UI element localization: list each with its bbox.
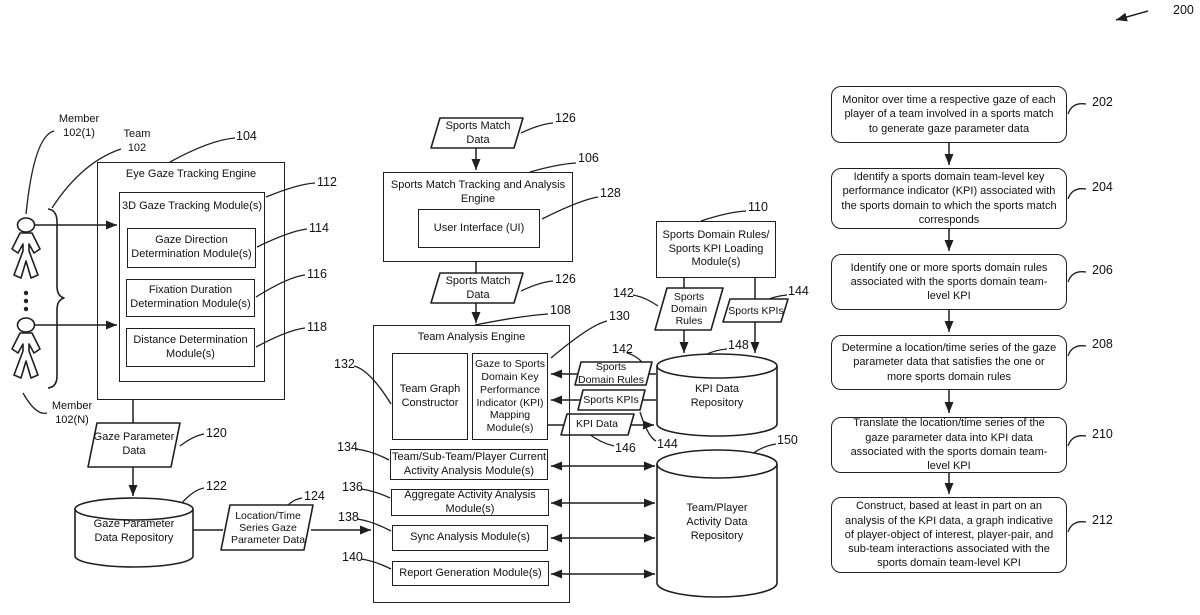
module-3d-title: 3D Gaze Tracking Module(s): [122, 200, 262, 213]
ref-label-146: 146: [615, 441, 636, 455]
loc-time-label: Location/Time Series Gaze Parameter Data: [230, 509, 306, 547]
step-210: Translate the location/time series of the gaze parameter data into KPI data associated with the sports domain team-level KPI: [831, 417, 1067, 473]
team-brace: [48, 209, 64, 388]
activity-repo-label: Team/Player Activity Data Repository: [686, 502, 748, 542]
ref-label-144-top: 144: [788, 284, 809, 298]
ref-label-212: 212: [1092, 513, 1113, 527]
ref-label-132: 132: [334, 357, 355, 371]
ref-label-128: 128: [600, 186, 621, 200]
ref-label-108: 108: [550, 303, 571, 317]
member-top-label: Member 102(1): [58, 113, 100, 139]
member-bottom-label: Member 102(N): [51, 400, 93, 426]
ref-label-140: 140: [342, 550, 363, 564]
ref-label-202: 202: [1092, 95, 1113, 109]
ref-label-118: 118: [307, 320, 327, 334]
rules-mid-label: Sports Domain Rules: [578, 361, 644, 386]
ref-label-122: 122: [206, 479, 227, 493]
kpis-top-label: Sports KPIs: [728, 304, 784, 317]
kpis-mid-label: Sports KPIs: [583, 393, 639, 406]
ref-label-134: 134: [337, 440, 358, 454]
step-212: Construct, based at least in part on an analysis of the KPI data, a graph indicative of player-object of interest, player-pair, and sub-team interactions associated with the sports domain team-level KPI: [831, 497, 1067, 573]
kpi-mapping-label: Gaze to Sports Domain Key Performance Indicator (KPI) Mapping Module(s): [474, 358, 546, 435]
ref-label-144-mid: 144: [657, 437, 678, 451]
team-graph-constructor-label: Team Graph Constructor: [399, 382, 461, 409]
ref-label-204: 204: [1092, 180, 1113, 194]
sports-match-data-top-label: Sports Match Data: [445, 119, 511, 146]
step-206: Identify one or more sports domain rules associated with the sports domain team-level KPI: [831, 254, 1067, 310]
fixation-duration-label: Fixation Duration Determination Module(s): [130, 284, 251, 310]
ref-label-120: 120: [206, 426, 227, 440]
sync-analysis-label: Sync Analysis Module(s): [410, 531, 530, 544]
player-icon-bottom: [12, 318, 40, 378]
player-icon-top: [12, 218, 40, 278]
ref-label-106: 106: [578, 151, 599, 165]
ref-label-210: 210: [1092, 427, 1113, 441]
team-label: Team 102: [123, 128, 151, 154]
rules-top-label: Sports Domain Rules: [670, 290, 708, 328]
ref-label-150: 150: [777, 433, 798, 447]
ref-label-124: 124: [304, 489, 325, 503]
ref-label-142-top: 142: [613, 286, 634, 300]
ref-label-206: 206: [1092, 263, 1113, 277]
ref-label-136: 136: [342, 480, 363, 494]
ref-label-148: 148: [728, 338, 749, 352]
ref-label-142-mid: 142: [612, 342, 633, 356]
ref-label-112: 112: [317, 175, 337, 189]
step-202: Monitor over time a respective gaze of each player of a team involved in a sports match to generate gaze parameter data: [831, 86, 1067, 143]
ref-label-126-mid: 126: [555, 272, 576, 286]
gaze-direction-label: Gaze Direction Determination Module(s): [131, 234, 252, 260]
report-generation-label: Report Generation Module(s): [399, 566, 542, 579]
ellipsis-dots: [24, 291, 28, 311]
ref-label-208: 208: [1092, 337, 1113, 351]
team-engine-title: Team Analysis Engine: [417, 331, 526, 344]
gaze-parameter-data-label: Gaze Parameter Data: [93, 431, 175, 457]
ref-label-104: 104: [236, 129, 257, 143]
match-engine-title: Sports Match Tracking and Analysis Engine: [390, 178, 566, 205]
ref-label-126-top: 126: [555, 111, 576, 125]
step-208: Determine a location/time series of the gaze parameter data that satisfies the one or more sports domain rules: [831, 335, 1067, 390]
ref-label-130: 130: [609, 309, 630, 323]
ref-label-116: 116: [307, 267, 327, 281]
ref-label-138: 138: [338, 510, 359, 524]
step-204: Identify a sports domain team-level key performance indicator (KPI) associated with the sports domain to which the sports match corresponds: [831, 168, 1067, 229]
distance-label: Distance Determination Module(s): [133, 333, 248, 360]
ref-label-114: 114: [309, 221, 329, 235]
aggregate-activity-label: Aggregate Activity Analysis Module(s): [404, 488, 536, 515]
rules-kpi-loading-label: Sports Domain Rules/ Sports KPI Loading Module(s): [662, 228, 770, 269]
eye-engine-title: Eye Gaze Tracking Engine: [125, 168, 257, 181]
kpi-data-label: KPI Data: [575, 417, 619, 430]
team-sub-team-label: Team/Sub-Team/Player Current Activity Analysis Module(s): [391, 450, 547, 477]
ref-label-200: 200: [1173, 3, 1194, 17]
gaze-repo-label: Gaze Parameter Data Repository: [93, 518, 175, 544]
ref-label-110: 110: [748, 200, 768, 214]
sports-match-data-mid-label: Sports Match Data: [445, 274, 511, 301]
kpi-repo-label: KPI Data Repository: [690, 383, 744, 409]
user-interface-label: User Interface (UI): [433, 221, 525, 234]
